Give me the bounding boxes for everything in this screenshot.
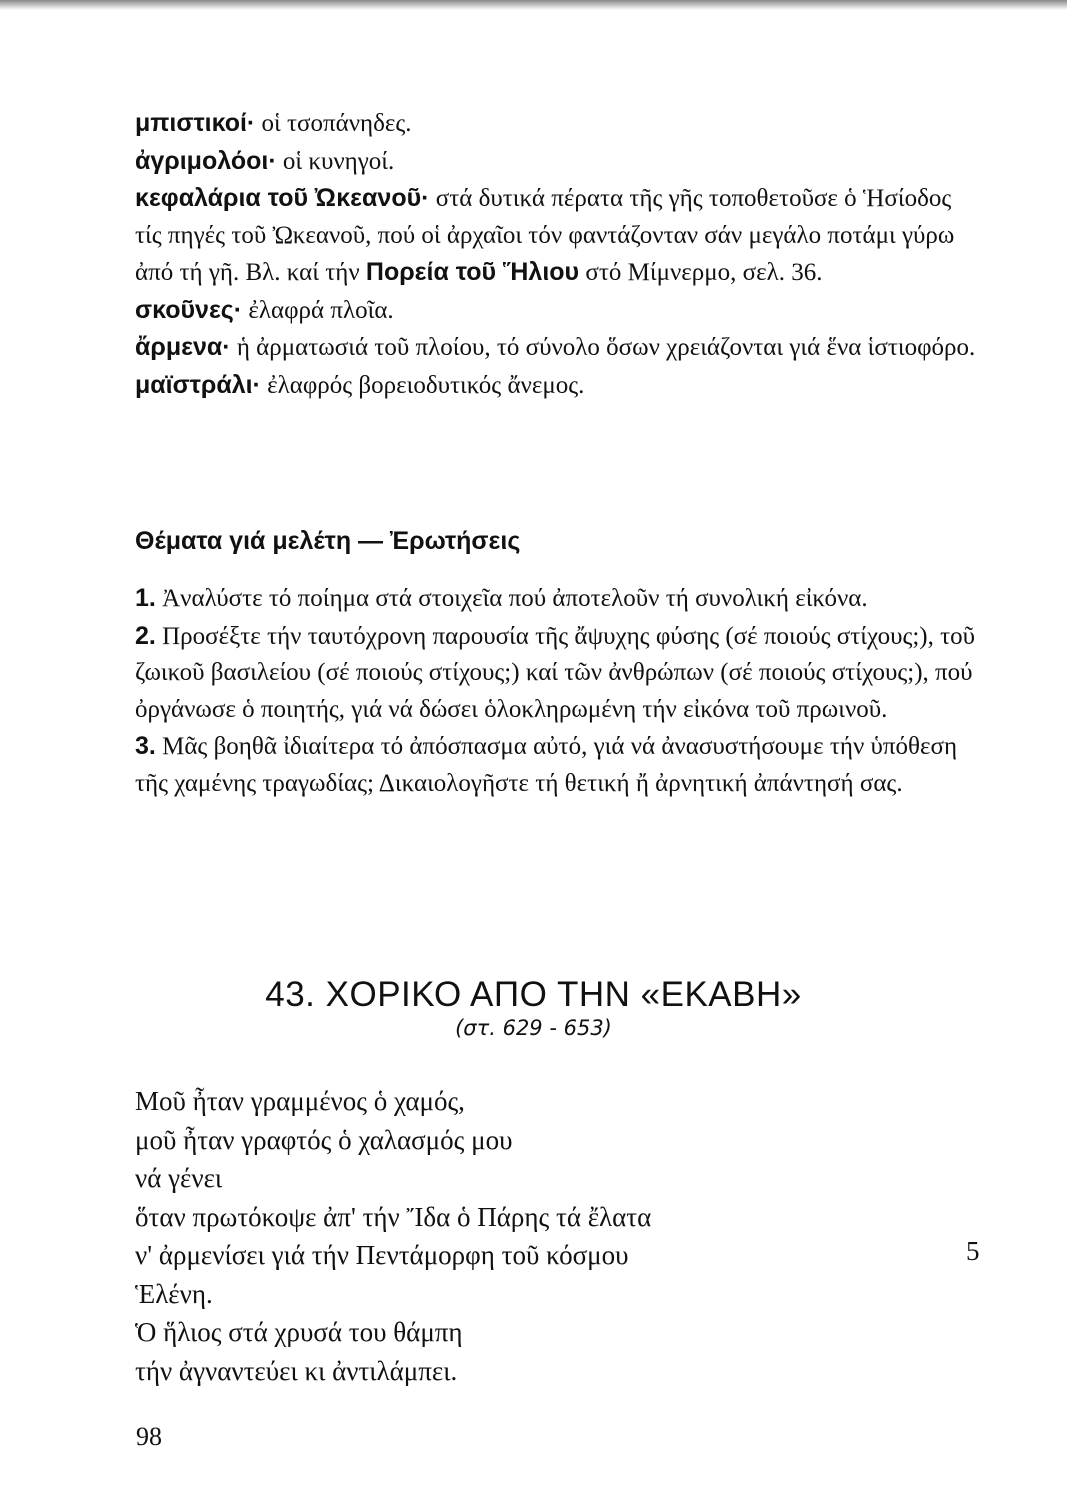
question-item: 1. Ἀναλύστε τό ποίημα στά στοιχεῖα πού ἀποτελοῦν τή συνολική εἰκόνα. bbox=[135, 584, 868, 612]
glossary bbox=[135, 105, 980, 404]
page-number: 98 bbox=[136, 1422, 162, 1451]
poem-line: Μοῦ ἦταν γραμμένος ὁ χαμός, bbox=[135, 1086, 465, 1116]
poem-line: Ἑλένη. bbox=[135, 1278, 213, 1309]
questions-list bbox=[135, 580, 980, 802]
gloss-entry: σκοῦνες· ἐλαφρά πλοῖα. bbox=[135, 295, 394, 324]
question-item: 2. Προσέξτε τήν ταυτόχρονη παρουσία τῆς ἄψυχης φύσης (σέ ποιούς στίχους;), τοῦ ζωικοῦ βασιλείου (σέ ποιούς στίχους;) καί τῶν ἀνθρώπων (σέ ποιούς στίχους;), πού ὀργάνωσε ὁ ποιητής, γιά νά δώσει ὁλοκληρωμένη τήν εἰκόνα τοῦ πρωινοῦ. bbox=[135, 621, 976, 723]
gloss-entry: ἀγριμολόοι· οἱ κυνηγοί. bbox=[135, 146, 395, 175]
cross-reference: Πορεία τοῦ Ἥλιου bbox=[365, 258, 580, 286]
gloss-entry: μπιστικοί· οἱ τσοπάνηδες. bbox=[135, 109, 412, 137]
page-top-edge bbox=[0, 0, 1067, 10]
question-item: 3. Μᾶς βοηθᾶ ἰδιαίτερα τό ἀπόσπασμα αὐτό, γιά νά ἀνασυστήσουμε τήν ὑπόθεση τῆς χαμένης τραγωδίας; Δικαιολογῆστε τή θετική ἤ ἀρνητική ἀπάντησή σας. bbox=[135, 732, 958, 797]
poem-line: τήν ἀγναντεύει κι ἀντιλάμπει. bbox=[135, 1355, 458, 1386]
questions-heading: Θέματα γιά μελέτη — Ἐρωτήσεις bbox=[135, 527, 521, 555]
poem-line: μοῦ ἦταν γραφτός ὁ χαλασμός μου bbox=[135, 1124, 513, 1155]
gloss-entry: ἄρμενα· ἡ ἀρματωσιά τοῦ πλοίου, τό σύνολο ὅσων χρειάζονται γιά ἕνα ἱστιοφόρο. bbox=[135, 333, 976, 361]
gloss-entry: κεφαλάρια τοῦ Ὠκεανοῦ· στά δυτικά πέρατα τῆς γῆς τοποθετοῦσε ὁ Ἡσίοδος τίς πηγές τοῦ Ὠκεανοῦ, πού οἱ ἀρχαῖοι τόν φαντάζονταν σάν μεγάλο ποτάμι γύρω ἀπό τή γῆ. Βλ. καί τήν Πορεία τοῦ Ἥλιου στό Μίμνερμο, σελ. 36. bbox=[135, 184, 955, 286]
gloss-entry: μαϊστράλι· ἐλαφρός βορειοδυτικός ἄνεμος. bbox=[135, 370, 585, 399]
poem-verse-reference: (στ. 629 - 653) bbox=[455, 1016, 612, 1040]
poem-text bbox=[135, 1082, 895, 1390]
line-number-marker: 5 bbox=[966, 1236, 980, 1266]
poem-line: νά γένει bbox=[135, 1163, 223, 1193]
poem-line: ὅταν πρωτόκοψε ἀπ' τήν Ἴδα ὁ Πάρης τά ἔλατα bbox=[135, 1201, 652, 1232]
poem-line: Ὁ ἥλιος στά χρυσά του θάμπη bbox=[135, 1317, 463, 1347]
poem-title: 43. ΧΟΡΙΚΟ ΑΠΟ ΤΗΝ «ΕΚΑΒΗ» bbox=[265, 975, 802, 1014]
poem-line: ν' ἀρμενίσει γιά τήν Πεντάμορφη τοῦ κόσμου bbox=[135, 1240, 629, 1270]
